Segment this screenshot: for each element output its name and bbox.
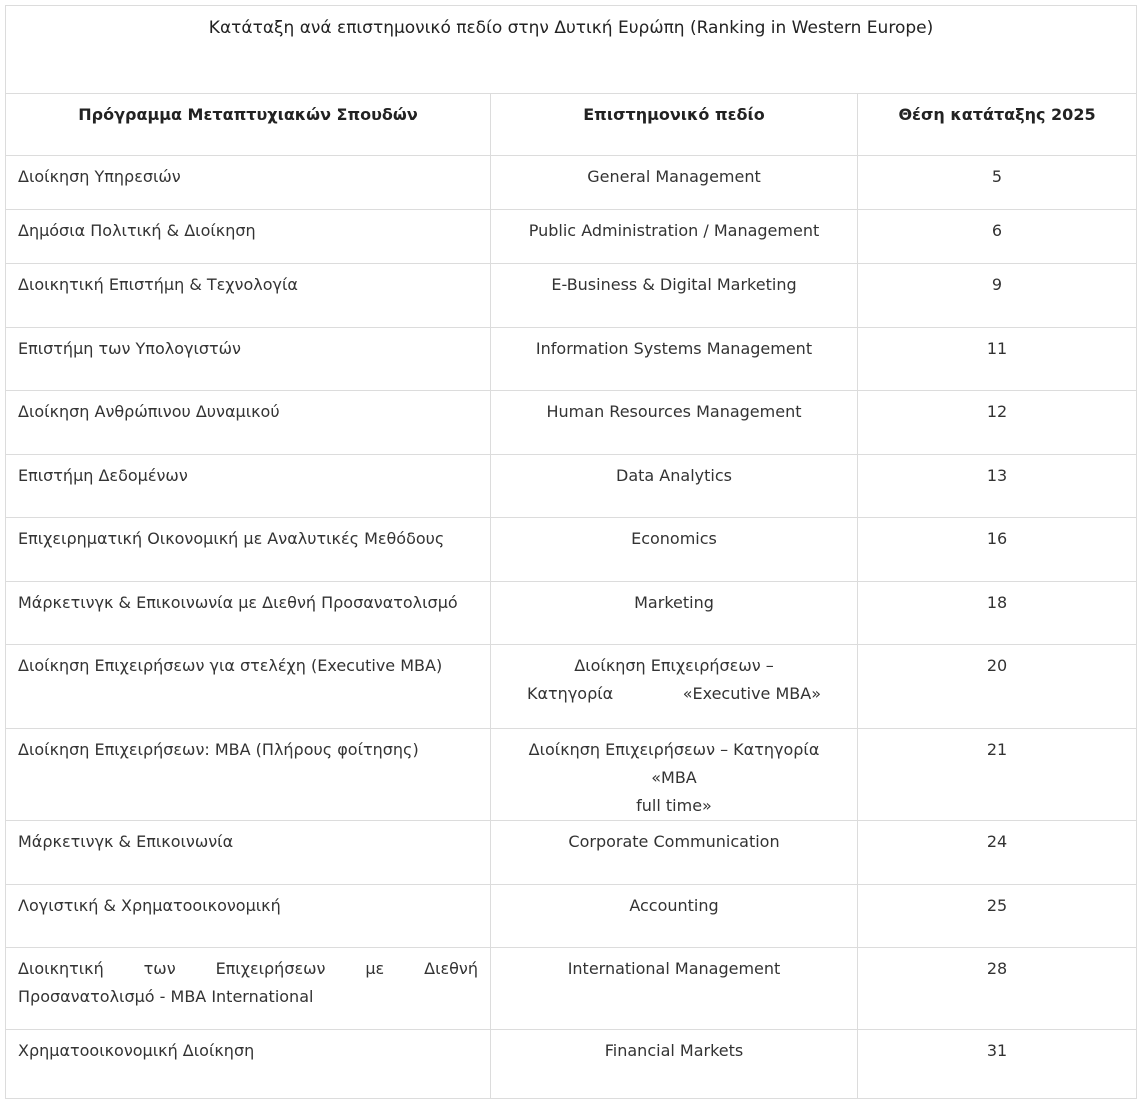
rank-cell: 6 xyxy=(858,210,1137,264)
table-row xyxy=(6,210,1137,264)
field-cell: Economics xyxy=(491,518,858,582)
table-row xyxy=(6,156,1137,210)
field-cell: Marketing xyxy=(491,582,858,645)
program-cell: Μάρκετινγκ & Επικοινωνία με Διεθνή Προσανατολισμό xyxy=(6,582,491,645)
rank-cell: 13 xyxy=(858,455,1137,518)
header-row xyxy=(6,94,1137,156)
rank-cell: 11 xyxy=(858,328,1137,391)
table-row xyxy=(6,821,1137,885)
field-line: Διοίκηση Επιχειρήσεων – Κατηγορία «MBA xyxy=(528,740,820,787)
field-line xyxy=(505,680,843,708)
field-line: Διοίκηση Επιχειρήσεων – xyxy=(574,656,774,675)
rank-cell: 31 xyxy=(858,1030,1137,1099)
field-cell: Corporate Communication xyxy=(491,821,858,885)
rank-cell: 16 xyxy=(858,518,1137,582)
rank-cell: 25 xyxy=(858,885,1137,948)
field-cell: Human Resources Management xyxy=(491,391,858,455)
table-row xyxy=(6,729,1137,821)
table-row xyxy=(6,1030,1137,1099)
table-row xyxy=(6,645,1137,729)
program-cell: Λογιστική & Χρηματοοικονομική xyxy=(6,885,491,948)
program-cell: Διοικητική Επιστήμη & Τεχνολογία xyxy=(6,264,491,328)
rank-cell: 5 xyxy=(858,156,1137,210)
field-cell: Public Administration / Management xyxy=(491,210,858,264)
table-row xyxy=(6,264,1137,328)
program-cell: Χρηματοοικονομική Διοίκηση xyxy=(6,1030,491,1099)
program-cell: Δημόσια Πολιτική & Διοίκηση xyxy=(6,210,491,264)
field-cell: Data Analytics xyxy=(491,455,858,518)
program-cell: Διοίκηση Επιχειρήσεων για στελέχη (Executive MBA) xyxy=(6,645,491,729)
table-row xyxy=(6,948,1137,1030)
rank-cell: 12 xyxy=(858,391,1137,455)
field-line-part: «Executive MBA» xyxy=(682,684,821,703)
field-cell: E-Business & Digital Marketing xyxy=(491,264,858,328)
table-title: Κατάταξη ανά επιστημονικό πεδίο στην Δυτική Ευρώπη (Ranking in Western Europe) xyxy=(6,6,1137,94)
table-row xyxy=(6,885,1137,948)
rank-cell: 20 xyxy=(858,645,1137,729)
title-row xyxy=(6,6,1137,94)
table-row xyxy=(6,582,1137,645)
program-cell: Επιχειρηματική Οικονομική με Αναλυτικές Μεθόδους xyxy=(6,518,491,582)
header-field: Επιστημονικό πεδίο xyxy=(491,94,858,156)
table-row xyxy=(6,518,1137,582)
header-rank: Θέση κατάταξης 2025 xyxy=(858,94,1137,156)
program-cell: Διοίκηση Επιχειρήσεων: MBA (Πλήρους φοίτησης) xyxy=(6,729,491,821)
program-cell: Διοίκηση Υπηρεσιών xyxy=(6,156,491,210)
table-row xyxy=(6,328,1137,391)
field-cell xyxy=(491,645,858,729)
field-cell: Financial Markets xyxy=(491,1030,858,1099)
table-row xyxy=(6,455,1137,518)
rank-cell: 28 xyxy=(858,948,1137,1030)
field-cell: General Management xyxy=(491,156,858,210)
rank-cell: 18 xyxy=(858,582,1137,645)
program-cell: Επιστήμη Δεδομένων xyxy=(6,455,491,518)
field-cell xyxy=(491,729,858,821)
field-cell: International Management xyxy=(491,948,858,1030)
field-line: full time» xyxy=(636,796,712,815)
program-cell: Επιστήμη των Υπολογιστών xyxy=(6,328,491,391)
rank-cell: 24 xyxy=(858,821,1137,885)
field-cell: Accounting xyxy=(491,885,858,948)
header-program: Πρόγραμμα Μεταπτυχιακών Σπουδών xyxy=(6,94,491,156)
ranking-table xyxy=(5,5,1137,1099)
table-row xyxy=(6,391,1137,455)
field-cell: Information Systems Management xyxy=(491,328,858,391)
program-cell: Διοίκηση Ανθρώπινου Δυναμικού xyxy=(6,391,491,455)
rank-cell: 21 xyxy=(858,729,1137,821)
field-line-part: Κατηγορία xyxy=(527,684,614,703)
rank-cell: 9 xyxy=(858,264,1137,328)
program-cell: Μάρκετινγκ & Επικοινωνία xyxy=(6,821,491,885)
program-cell: Διοικητική των Επιχειρήσεων με Διεθνή Προσανατολισμό - MBA International xyxy=(6,948,491,1030)
